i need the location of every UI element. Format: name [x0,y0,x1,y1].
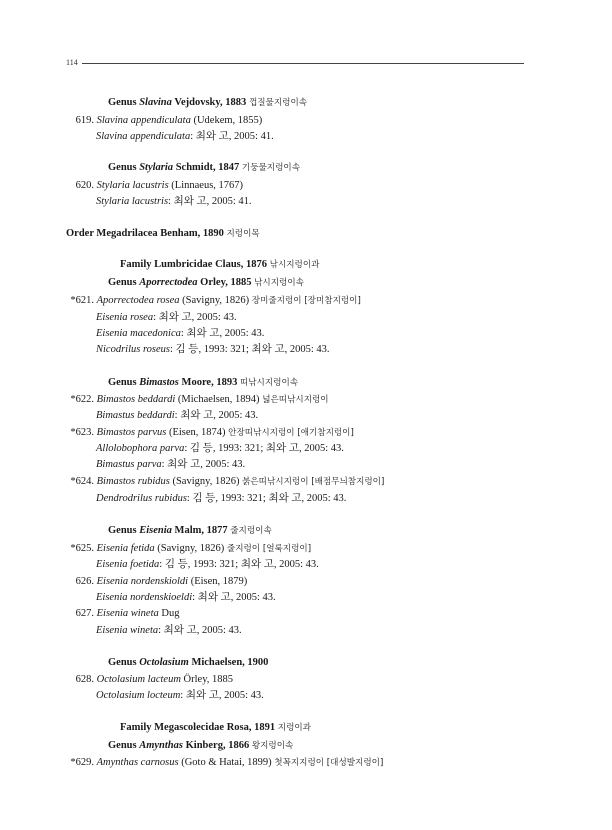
synonym-name: Bimastus parva [96,459,162,470]
species-authority: (Goto & Hatai, 1899) [178,757,272,768]
synonym-name: Allolobophora parva [96,443,185,454]
species-name: Bimastos rubidus [96,476,170,487]
synonym-entry [96,591,276,604]
genus-authority: Michaelsen, 1900 [188,657,269,668]
species-number: *624. [70,476,94,487]
species-authority: (Savigny, 1826) [169,476,240,487]
species-authority: (Udekem, 1855) [190,115,263,126]
species-number: *625. [70,543,94,554]
species-entry [64,393,329,407]
species-entry [64,179,243,192]
synonym-name: Nicodrilus roseus [96,344,170,355]
synonym-name: Eisenia wineta [96,625,159,636]
synonym-entry [96,624,242,637]
page-header [0,55,612,71]
synonym-entry [96,689,264,702]
genus-label: Genus [108,277,140,288]
genus-name: Octolasium [139,657,189,668]
genus-label: Genus [108,740,140,751]
genus-name: Slavina [139,97,172,108]
synonym-reference: : 최와 고, 2005: 43. [180,328,265,339]
genus-label: Genus [108,525,140,536]
species-authority: Dug [158,608,180,619]
family-title: Family Lumbricidae Claus, 1876 [120,259,268,270]
species-name: Bimastos parvus [96,427,167,438]
genus-label: Genus [108,97,140,108]
species-number: 628. [75,674,94,685]
synonym-reference: : 최와 고, 2005: 43. [192,592,276,603]
korean-name: 넓은띠낚시지렁이 [262,395,329,405]
synonym-reference: : 최와 고, 2005: 43. [158,625,242,636]
species-entry [64,607,179,620]
species-authority: (Eisen, 1874) [166,427,226,438]
synonym-name: Stylaria lacustris [96,196,169,207]
synonym-reference: : 김 등, 1993: 321; 최와 고, 2005: 43. [184,443,344,454]
family-title: Family Megascolecidae Rosa, 1891 [120,722,276,733]
genus-heading [108,524,272,538]
genus-label: Genus [108,162,140,173]
species-name: Bimastos beddardi [96,394,176,405]
genus-authority: Schmidt, 1847 [173,162,240,173]
korean-name: 줄지렁이속 [230,526,272,536]
species-authority: (Savigny, 1826) [154,543,225,554]
genus-heading [108,276,304,290]
family-heading [120,721,311,735]
species-number: 620. [75,180,94,191]
species-number: 626. [75,576,94,587]
synonym-reference: : 최와 고, 2005: 41. [190,131,274,142]
genus-heading [108,376,298,390]
synonym-entry [96,492,346,505]
synonym-entry [96,409,258,422]
synonym-reference: : 김 등, 1993: 321; 최와 고, 2005: 43. [159,559,319,570]
korean-name: 기둥물지렁이속 [241,163,301,173]
korean-name: 낚시지렁이과 [269,260,320,270]
species-name: Eisenia wineta [96,608,159,619]
genus-heading [108,161,300,175]
species-name: Eisenia fetida [96,543,155,554]
species-authority: (Savigny, 1826) [179,295,250,306]
species-entry [64,294,361,308]
synonym-name: Eisenia nordenskioeldi [96,592,193,603]
genus-authority: Orley, 1885 [197,277,252,288]
korean-name: 줄지렁이 [얼룩지렁이] [226,544,312,554]
genus-heading [108,656,268,669]
genus-authority: Malm, 1877 [171,525,228,536]
genus-authority: Vejdovsky, 1883 [171,97,247,108]
synonym-entry [96,327,264,340]
species-number: 619. [75,115,94,126]
species-number: *621. [70,295,94,306]
species-name: Slavina appendiculata [96,115,191,126]
species-entry [64,756,383,770]
synonym-entry [96,442,344,455]
order-title: Order Megadrilacea Benham, 1890 [66,228,224,239]
species-entry [64,575,247,588]
species-authority: (Eisen, 1879) [188,576,248,587]
genus-heading [108,96,307,110]
species-authority: (Linnaeus, 1767) [168,180,244,191]
korean-name: 껍질물지렁이속 [248,98,308,108]
korean-name: 안장띠낚시지렁이 [애기참지렁이] [228,428,354,438]
korean-name: 낚시지렁이속 [254,278,304,288]
species-name: Octolasium lacteum [96,674,181,685]
synonym-reference: : 최와 고, 2005: 41. [168,196,252,207]
synonym-reference: : 최와 고, 2005: 43. [174,410,259,421]
synonym-name: Eisenia foetida [96,559,160,570]
synonym-name: Slavina appendiculata [96,131,191,142]
genus-label: Genus [108,377,140,388]
species-entry [64,673,233,686]
synonym-name: Octolasium locteum [96,690,181,701]
korean-name: 장미줄지렁이 [장미참지렁이] [251,296,361,306]
species-name: Aporrectodea rosea [96,295,180,306]
species-name: Eisenia nordenskioldi [96,576,189,587]
synonym-reference: : 김 등, 1993: 321; 최와 고, 2005: 43. [170,344,330,355]
synonym-entry [96,195,252,208]
synonym-name: Bimastus beddardi [96,410,175,421]
genus-authority: Moore, 1893 [178,377,238,388]
species-entry [64,426,354,440]
synonym-reference: : 최와 고, 2005: 43. [153,312,237,323]
species-entry [64,114,262,127]
genus-authority: Kinberg, 1866 [182,740,250,751]
genus-label: Genus [108,657,140,668]
species-entry [64,475,384,489]
genus-name: Aporrectodea [139,277,198,288]
synonym-reference: : 최와 고, 2005: 43. [180,690,264,701]
page-number: 114 [66,58,78,67]
synonym-entry [96,343,330,356]
synonym-entry [96,458,245,471]
species-authority: Örley, 1885 [180,674,234,685]
genus-name: Amynthas [139,740,183,751]
korean-name: 첫꼭지지렁이 [대성발지렁이] [274,758,384,768]
korean-name: 왕지렁이속 [251,741,294,751]
synonym-name: Dendrodrilus rubidus [96,493,187,504]
species-number: 627. [75,608,94,619]
genus-name: Eisenia [139,525,172,536]
synonym-reference: : 최와 고, 2005: 43. [161,459,246,470]
species-name: Amynthas carnosus [96,757,179,768]
species-number: *623. [70,427,94,438]
genus-name: Bimastos [139,377,179,388]
order-heading [66,227,260,241]
synonym-entry [96,311,237,324]
species-entry [64,542,311,556]
genus-heading [108,739,293,753]
synonym-name: Eisenia macedonica [96,328,181,339]
synonym-name: Eisenia rosea [96,312,154,323]
header-rule [82,63,524,64]
korean-name: 띠낚시지렁이속 [239,378,299,388]
family-heading [120,258,319,272]
synonym-reference: : 김 등, 1993: 321; 최와 고, 2005: 43. [186,493,347,504]
synonym-entry [96,558,319,571]
synonym-entry [96,130,274,143]
korean-name: 지렁이과 [277,723,311,733]
species-number: *629. [70,757,94,768]
korean-name: 붉은띠낚시지렁이 [배점무늬참지렁이] [242,477,385,487]
genus-name: Stylaria [139,162,174,173]
species-name: Stylaria lacustris [96,180,169,191]
species-authority: (Michaelsen, 1894) [175,394,260,405]
korean-name: 지렁이목 [226,229,260,239]
species-number: *622. [70,394,94,405]
